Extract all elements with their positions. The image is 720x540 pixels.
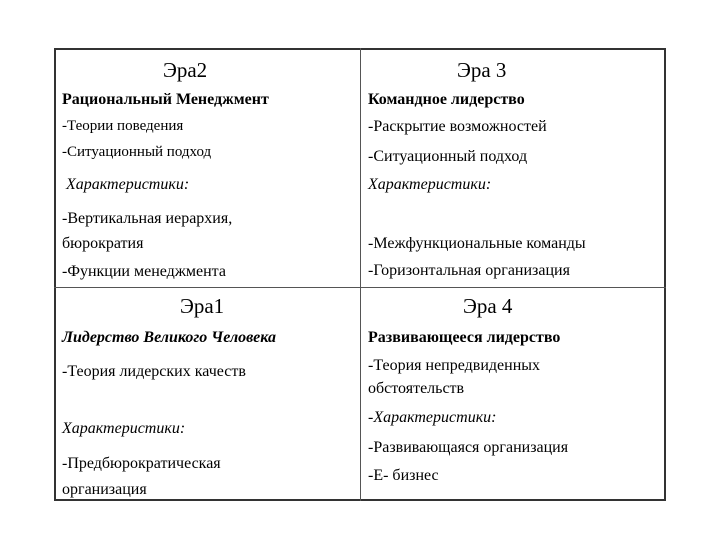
era4-item-ebusiness: -Е- бизнес <box>368 467 439 484</box>
era2-item-bureaucracy: бюрократия <box>62 235 144 252</box>
era4-heading: Развивающееся лидерство <box>368 329 561 346</box>
horizontal-divider <box>54 287 666 288</box>
era4-item-contingency: -Теория непредвиденных <box>368 357 541 374</box>
era3-item-empowerment: -Раскрытие возможностей <box>368 118 547 135</box>
era1-item-traits: -Теория лидерских качеств <box>62 363 246 380</box>
era2-item-hierarchy: -Вертикальная иерархия, <box>62 210 233 227</box>
era3-item-situational: -Ситуационный подход <box>368 148 528 165</box>
era3-title: Эра 3 <box>457 58 507 82</box>
era1-item-organization: организация <box>62 481 147 498</box>
era2-heading: Рациональный Менеджмент <box>62 91 269 108</box>
era2-characteristics-label: Характеристики: <box>66 176 190 193</box>
era1-characteristics-label: Характеристики: <box>62 420 186 437</box>
era2-item-behavior: -Теории поведения <box>62 118 184 134</box>
era4-title: Эра 4 <box>463 294 513 318</box>
era3-item-horizontal: -Горизонтальная организация <box>368 262 570 279</box>
vertical-divider <box>360 48 361 501</box>
era3-characteristics-label: Характеристики: <box>368 176 492 193</box>
era1-item-prebureaucratic: -Предбюрократическая <box>62 455 221 472</box>
era2-item-functions: -Функции менеджмента <box>62 263 226 280</box>
era3-heading: Командное лидерство <box>368 91 525 108</box>
era3-item-crossfunctional: -Межфункциональные команды <box>368 235 586 252</box>
era4-item-learning-org: -Развивающаяся организация <box>368 439 569 456</box>
era4-characteristics-label: -Характеристики: <box>368 409 497 426</box>
era2-title: Эра2 <box>163 58 208 82</box>
era1-title: Эра1 <box>180 294 225 318</box>
era1-heading: Лидерство Великого Человека <box>62 329 276 346</box>
era4-item-circumstances: обстоятельств <box>368 380 465 397</box>
era2-item-situational: -Ситуационный подход <box>62 144 212 160</box>
